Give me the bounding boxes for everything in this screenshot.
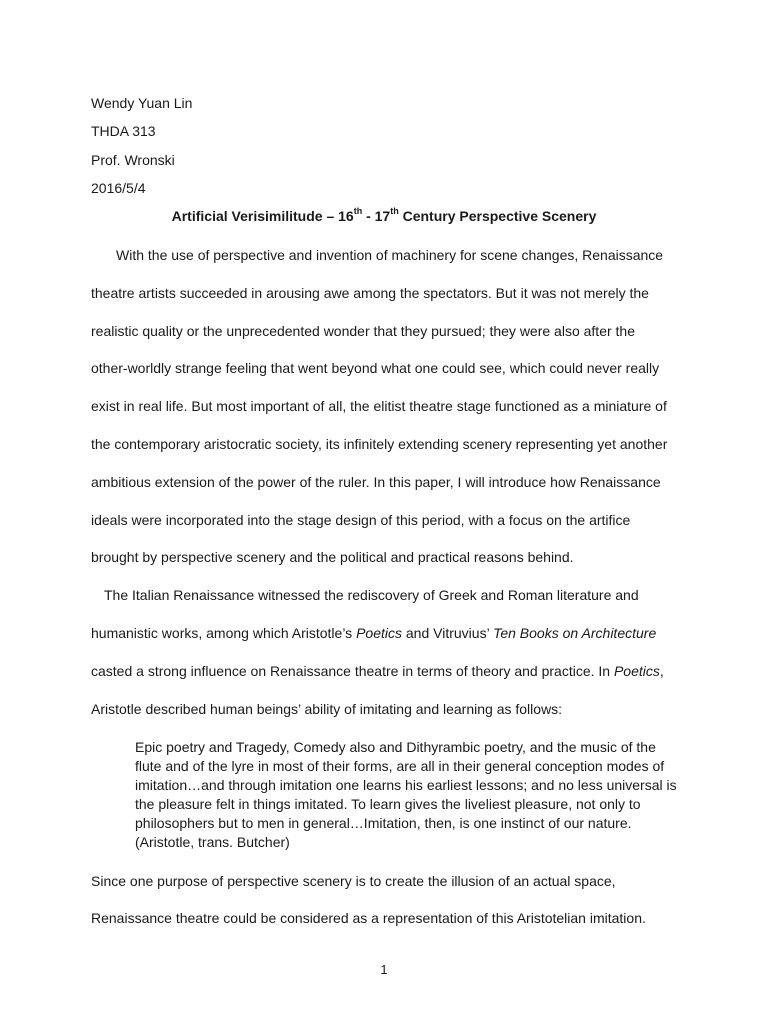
paper-title [0, 207, 768, 225]
quote-line: Epic poetry and Tragedy, Comedy also and Dithyrambic poetry, and the music of the [135, 739, 656, 755]
paragraph-line: Renaissance theatre could be considered as a representation of this Aristotelian imitation. [91, 910, 646, 926]
paragraph-line: The Italian Renaissance witnessed the rediscovery of Greek and Roman literature and [104, 587, 639, 603]
quote-line: imitation…and through imitation one learns his earliest lessons; and no less universal is [135, 777, 677, 793]
quote-line: philosophers but to men in general…Imitation, then, is one instinct of our nature. [135, 815, 632, 831]
paragraph-line: Since one purpose of perspective scenery is to create the illusion of an actual space, [91, 873, 616, 889]
paragraph-line: exist in real life. But most important of all, the elitist theatre stage functioned as a miniature of [91, 398, 667, 414]
text-run: and Vitruvius’ [402, 625, 494, 641]
paragraph-line: realistic quality or the unprecedented wonder that they pursued; they were also after the [91, 323, 635, 339]
title-part-3: Century Perspective Scenery [398, 208, 597, 224]
paragraph-line: brought by perspective scenery and the political and practical reasons behind. [91, 549, 574, 565]
title-part-1: Artificial Verisimilitude – 16 [171, 208, 354, 224]
text-run: , [659, 663, 664, 679]
block-quote [135, 738, 677, 852]
author-name: Wendy Yuan Lin [91, 95, 193, 111]
paragraph-line [91, 662, 664, 680]
paragraph-line: theatre artists succeeded in arousing awe among the spectators. But it was not merely the [91, 285, 649, 301]
text-run: humanistic works, among which Aristotle’s [91, 625, 357, 641]
quote-citation: (Aristotle, trans. Butcher) [135, 834, 290, 850]
paragraph-line: other-worldly strange feeling that went beyond what one could see, which could never really [91, 360, 660, 376]
page-number: 1 [380, 962, 388, 977]
title-part-2: - 17 [362, 208, 391, 224]
paragraph-line: ambitious extension of the power of the ruler. In this paper, I will introduce how Renaissance [91, 474, 661, 490]
paragraph-line: the contemporary aristocratic society, its infinitely extending scenery representing yet another [91, 436, 668, 452]
paragraph-line: ideals were incorporated into the stage design of this period, with a focus on the artifice [91, 512, 631, 528]
paragraph-line [91, 624, 656, 642]
book-title-poetics: Poetics [356, 625, 402, 641]
quote-line: flute and of the lyre in most of their forms, are all in their general conception modes of [135, 758, 665, 774]
book-title-poetics: Poetics [613, 663, 660, 679]
paragraph-line: With the use of perspective and invention of machinery for scene changes, Renaissance [116, 247, 664, 263]
quote-line: the pleasure felt in things imitated. To learn gives the liveliest pleasure, not only to [135, 796, 641, 812]
professor-name: Prof. Wronski [91, 152, 175, 168]
title-sup-1: th [353, 206, 363, 217]
course-code: THDA 313 [91, 123, 156, 139]
paper-date: 2016/5/4 [91, 180, 146, 196]
book-title-ten-books: Ten Books on Architecture [493, 625, 657, 641]
title-sup-2: th [390, 206, 399, 217]
text-run: casted a strong influence on Renaissance theatre in terms of theory and practice. In [91, 663, 614, 679]
paragraph-line: Aristotle described human beings’ ability of imitating and learning as follows: [91, 701, 563, 717]
